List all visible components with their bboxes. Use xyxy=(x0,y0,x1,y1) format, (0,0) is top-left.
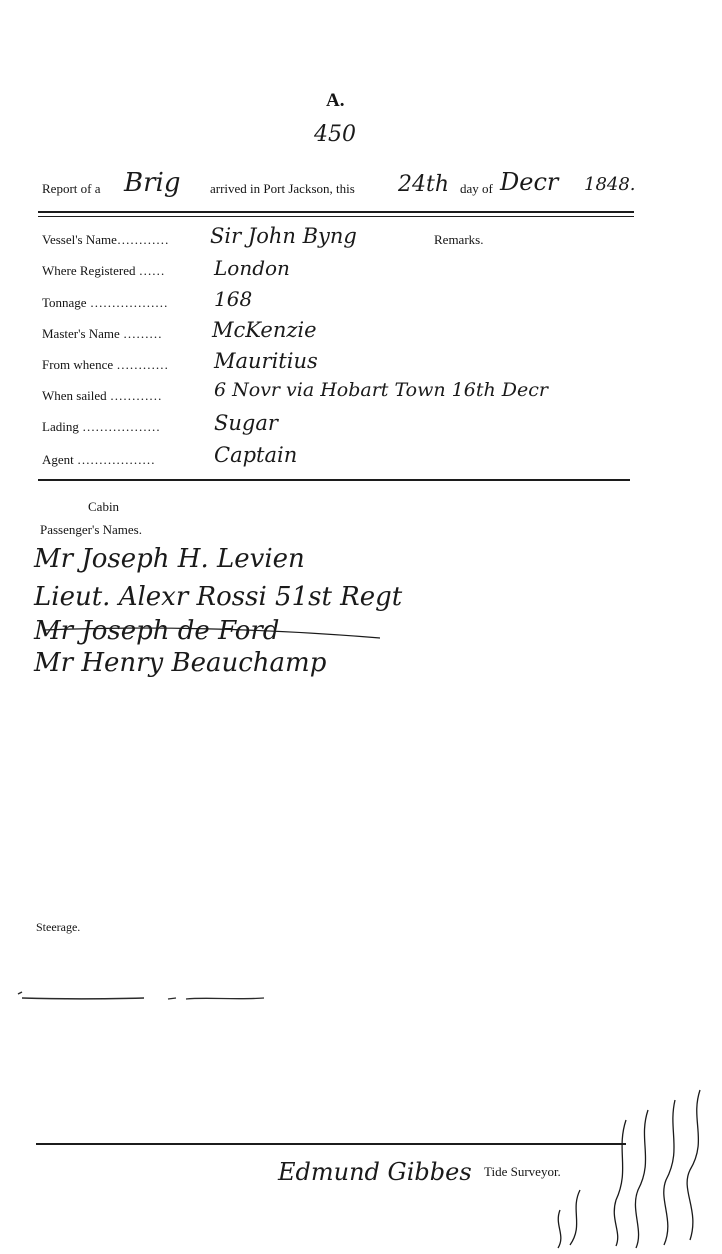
field-label-lading: Lading ……………… xyxy=(42,419,161,434)
arrival-day: 24th xyxy=(398,172,450,197)
vessel-type: Brig xyxy=(124,168,181,198)
header-rule xyxy=(38,211,634,213)
passengers-heading: Passenger's Names. xyxy=(40,522,142,537)
steerage-heading: Steerage. xyxy=(36,920,81,934)
field-label-when-sailed: When sailed ………… xyxy=(42,388,162,403)
signature-rule xyxy=(36,1143,626,1145)
field-value-when-sailed: 6 Novr via Hobart Town 16th Decr xyxy=(214,379,548,401)
arrival-year: 1848. xyxy=(584,174,636,195)
field-label-tonnage: Tonnage ……………… xyxy=(42,295,168,310)
arrived-label: arrived in Port Jackson, this xyxy=(210,181,355,196)
steerage-dash-stroke xyxy=(16,988,276,1008)
field-value-lading: Sugar xyxy=(214,411,278,435)
margin-annotation-scribble xyxy=(540,1080,720,1250)
passenger-name: Mr Joseph de Ford xyxy=(34,616,280,646)
remarks-label: Remarks. xyxy=(434,232,484,247)
fields-rule xyxy=(38,479,630,481)
passenger-name: Lieut. Alexr Rossi 51st Regt xyxy=(34,582,403,612)
surveyor-title: Tide Surveyor. xyxy=(484,1164,561,1179)
form-letter: A. xyxy=(326,90,345,111)
surveyor-signature: Edmund Gibbes xyxy=(278,1158,472,1186)
passenger-name: Mr Joseph H. Levien xyxy=(34,544,305,574)
strike-through-line xyxy=(40,620,400,640)
field-value-from-whence: Mauritius xyxy=(214,349,318,373)
header-rule-thin xyxy=(38,216,634,217)
field-value-vessel-name: Sir John Byng xyxy=(210,224,357,248)
passenger-name: Mr Henry Beauchamp xyxy=(34,648,327,678)
field-label-master-name: Master's Name ……… xyxy=(42,326,163,341)
arrival-month: Decr xyxy=(500,168,559,196)
field-label-where-registered: Where Registered …… xyxy=(42,263,165,278)
day-of-label: day of xyxy=(460,181,493,196)
field-value-master-name: McKenzie xyxy=(212,318,317,342)
field-label-agent: Agent ……………… xyxy=(42,452,156,467)
field-label-vessel-name: Vessel's Name………… xyxy=(42,232,169,247)
field-value-tonnage: 168 xyxy=(214,287,253,311)
field-value-where-registered: London xyxy=(214,256,290,280)
field-value-agent: Captain xyxy=(214,443,298,467)
report-of-label: Report of a xyxy=(42,181,101,196)
cabin-heading: Cabin xyxy=(88,499,120,514)
field-label-from-whence: From whence ………… xyxy=(42,357,169,372)
form-number: 450 xyxy=(314,122,356,147)
